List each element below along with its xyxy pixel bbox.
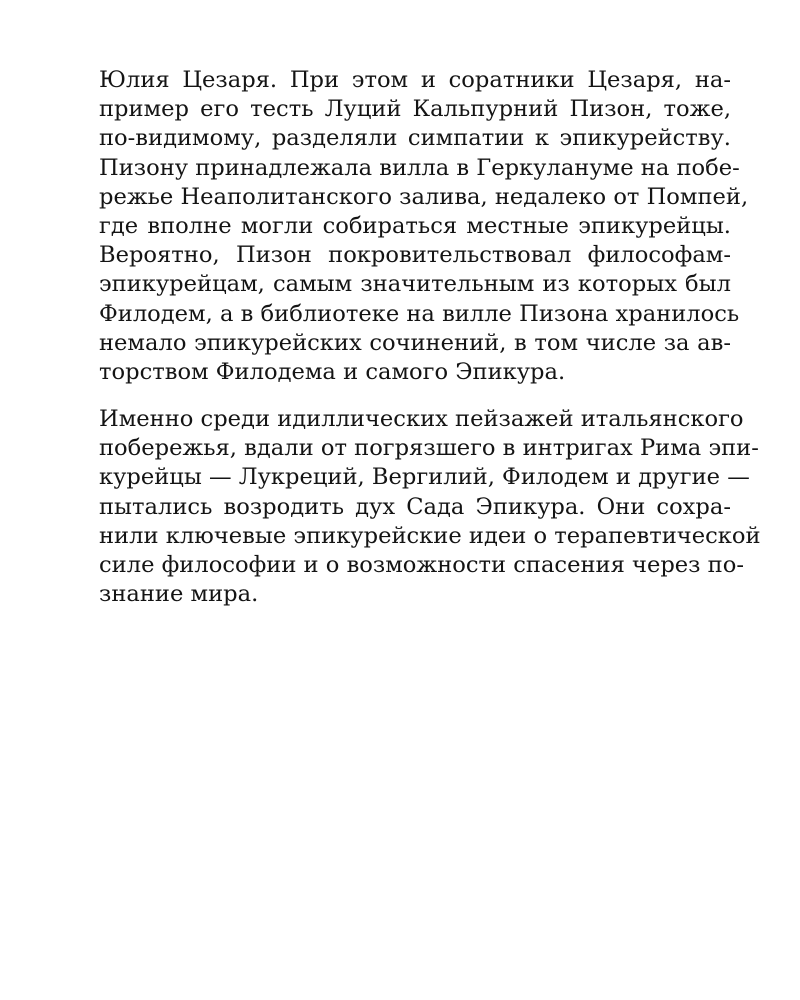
text-line: Филодем, а в библиотеке на вилле Пизона хранилось bbox=[99, 300, 740, 327]
text-line: побережья, вдали от погрязшего в интригах Рима эпи- bbox=[99, 435, 759, 462]
text-line: Юлия Цезаря. При этом и соратники Цезаря, на- bbox=[99, 67, 731, 93]
text-line: курейцы — Лукреций, Вергилий, Филодем и другие — bbox=[99, 464, 750, 491]
text-line: немало эпикурейских сочинений, в том числе за ав- bbox=[99, 329, 731, 356]
text-line: по-видимому, разделяли симпатии к эпикурейству. bbox=[99, 125, 731, 152]
text-line: нили ключевые эпикурейские идеи о терапевтической bbox=[99, 522, 761, 549]
text-line: Вероятно, Пизон покровительствовал философам- bbox=[99, 242, 731, 269]
text-line: режье Неаполитанского залива, недалеко от Помпей, bbox=[99, 183, 749, 210]
text-line: Пизону принадлежала вилла в Геркулануме на побе- bbox=[99, 154, 740, 181]
body-text bbox=[99, 66, 761, 609]
paragraph-spacer bbox=[99, 387, 731, 405]
text-line: торством Филодема и самого Эпикура. bbox=[99, 358, 566, 385]
text-line: знание мира. bbox=[99, 581, 259, 608]
text-line: пытались возродить дух Сада Эпикура. Они сохра- bbox=[99, 493, 731, 520]
text-line: пример его тесть Луций Кальпурний Пизон, тоже, bbox=[99, 96, 731, 123]
text-line: эпикурейцам, самым значительным из которых был bbox=[99, 271, 731, 298]
text-line: Именно среди идиллических пейзажей итальянского bbox=[99, 406, 744, 433]
text-line: где вполне могли собираться местные эпикурейцы. bbox=[99, 212, 731, 239]
paragraph-1 bbox=[99, 66, 749, 387]
text-line: силе философии и о возможности спасения через по- bbox=[99, 552, 744, 578]
paragraph-2 bbox=[99, 405, 761, 609]
